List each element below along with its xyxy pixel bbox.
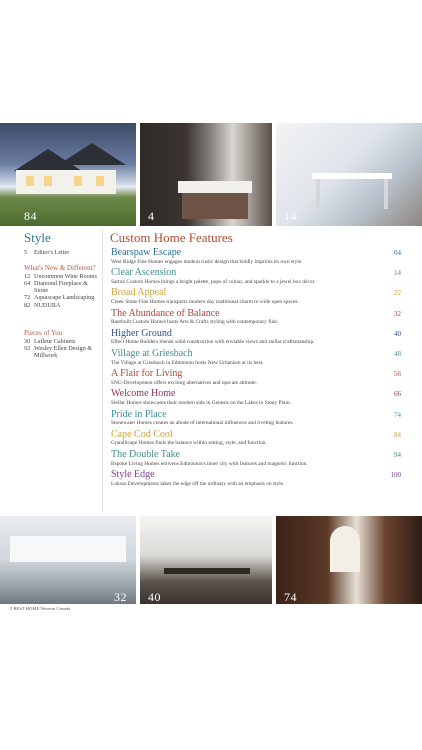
- sidebar-item: 82 NUDURA: [24, 302, 61, 309]
- feature-page-number: 14: [394, 269, 401, 278]
- dining-table-top: [164, 568, 250, 574]
- feature-description: Raerbuilt Custom Homes hosts Arts & Crafts styling with contemporary flair.: [111, 319, 279, 326]
- feature-page-number: 66: [394, 390, 401, 399]
- feature-page-number: 84: [394, 430, 401, 439]
- feature-title: Higher Ground: [111, 327, 172, 339]
- dining-room-photo: [276, 123, 422, 226]
- house-exterior-photo: [0, 123, 136, 226]
- feature-title: Broad Appeal: [111, 287, 167, 299]
- feature-description: GrandScape Homes finds the balance within setting, style, and function.: [111, 440, 267, 447]
- feature-title: Style Edge: [111, 469, 155, 481]
- page-number-label: 40: [148, 590, 161, 604]
- feature-page-number: 32: [394, 309, 401, 318]
- feature-page-number: 48: [394, 350, 401, 358]
- feature-title: The Double Take: [111, 449, 181, 460]
- sidebar-item: 64 Diamond Fireplace &: [24, 280, 88, 287]
- feature-page-number: 100: [390, 471, 401, 480]
- home-gym-photo: [0, 516, 136, 604]
- arched-window: [330, 526, 360, 572]
- features-heading: Custom Home Features: [110, 230, 233, 245]
- feature-title: Welcome Home: [111, 388, 176, 400]
- feature-page-number: 94: [394, 451, 401, 459]
- feature-title: Pride in Place: [111, 408, 167, 420]
- page-number-label: 84: [24, 209, 37, 223]
- feature-description: The Village at Griesbach in Edmonton hosts New Urbanism at its best.: [111, 359, 264, 366]
- sidebar-item: 30 Lafleur Cabinets: [24, 338, 76, 345]
- gym-windows: [10, 536, 126, 562]
- roof-shape: [58, 143, 126, 165]
- kitchen-island-base: [182, 193, 248, 219]
- window-light: [74, 176, 82, 186]
- feature-title: Village at Griesbach: [111, 348, 193, 359]
- feature-title: Clear Ascension: [111, 267, 177, 279]
- sidebar-section-heading: Pieces of You: [24, 329, 63, 337]
- feature-page-number: 74: [394, 410, 401, 419]
- window-light: [96, 176, 104, 186]
- table-leg: [384, 179, 388, 209]
- feature-page-number: 22: [394, 289, 401, 298]
- feature-description: West Ridge Fine Homes engages modern rustic design that boldly imprints its own style.: [111, 258, 303, 265]
- kitchen-island-top: [178, 181, 252, 193]
- sidebar-item: 5 Editor's Letter: [24, 249, 70, 256]
- library-staircase-photo: [276, 516, 422, 604]
- feature-page-number: 04: [394, 249, 401, 257]
- sidebar-title: Style: [24, 230, 51, 245]
- page-number-label: 4: [148, 209, 155, 223]
- window-light: [44, 176, 52, 186]
- sidebar-item: Millwork: [34, 352, 58, 359]
- sidebar-item: Stone: [34, 287, 49, 294]
- window-light: [26, 176, 34, 186]
- feature-description: Stonewater Homes creates an abode of international influences and riveting features.: [111, 420, 294, 427]
- page-number-label: 32: [114, 590, 127, 604]
- feature-description: Creek Stone Fine Homes transports modern day traditional charm to wide open spaces.: [111, 298, 299, 305]
- feature-page-number: 56: [394, 370, 401, 379]
- feature-title: A Flair for Living: [111, 368, 183, 380]
- sidebar-item: 92 Wesley Ellen Design &: [24, 345, 93, 352]
- page-number-label: 14: [284, 209, 297, 223]
- page-number-label: 74: [284, 590, 297, 604]
- feature-description: SNG-Development offers exciting alternatives and upscale attitude.: [111, 379, 257, 386]
- feature-title: The Abundance of Balance: [111, 307, 220, 319]
- feature-title: Bearspaw Escape: [111, 247, 182, 258]
- dining-table-top: [312, 173, 392, 179]
- feature-page-number: 40: [394, 329, 401, 338]
- sidebar-item: 12 Uncommon Wine Rooms: [24, 273, 97, 280]
- feature-description: Bspoke Living Homes enlivens Edmonton's inner city with features and magnetic function.: [111, 460, 308, 467]
- table-leg: [316, 179, 320, 209]
- feature-title: Cape Cod Cool: [111, 428, 173, 440]
- feature-description: Sarton Custom Homes brings a bright palette, pops of colour, and sparkle to a jewel box décor.: [111, 278, 316, 285]
- page-footer: 2 BEST HOME Western Canada: [10, 606, 71, 611]
- column-divider: [102, 230, 103, 512]
- kitchen-photo: [140, 123, 272, 226]
- feature-description: Effect Home Builders blends solid construction with enviable views and stellar craftsmanship.: [111, 339, 315, 346]
- sidebar-item: 72 Aquascape Landscaping: [24, 294, 95, 301]
- open-plan-dining-photo: [140, 516, 272, 604]
- feature-description: Luksus Developments takes the edge off the ordinary with an emphasis on style.: [111, 480, 285, 487]
- sidebar-section-heading: What's New & Different?: [24, 264, 96, 272]
- feature-description: Stellar Homes showcases their modern side in Genesis on the Lakes in Stony Plain.: [111, 399, 291, 406]
